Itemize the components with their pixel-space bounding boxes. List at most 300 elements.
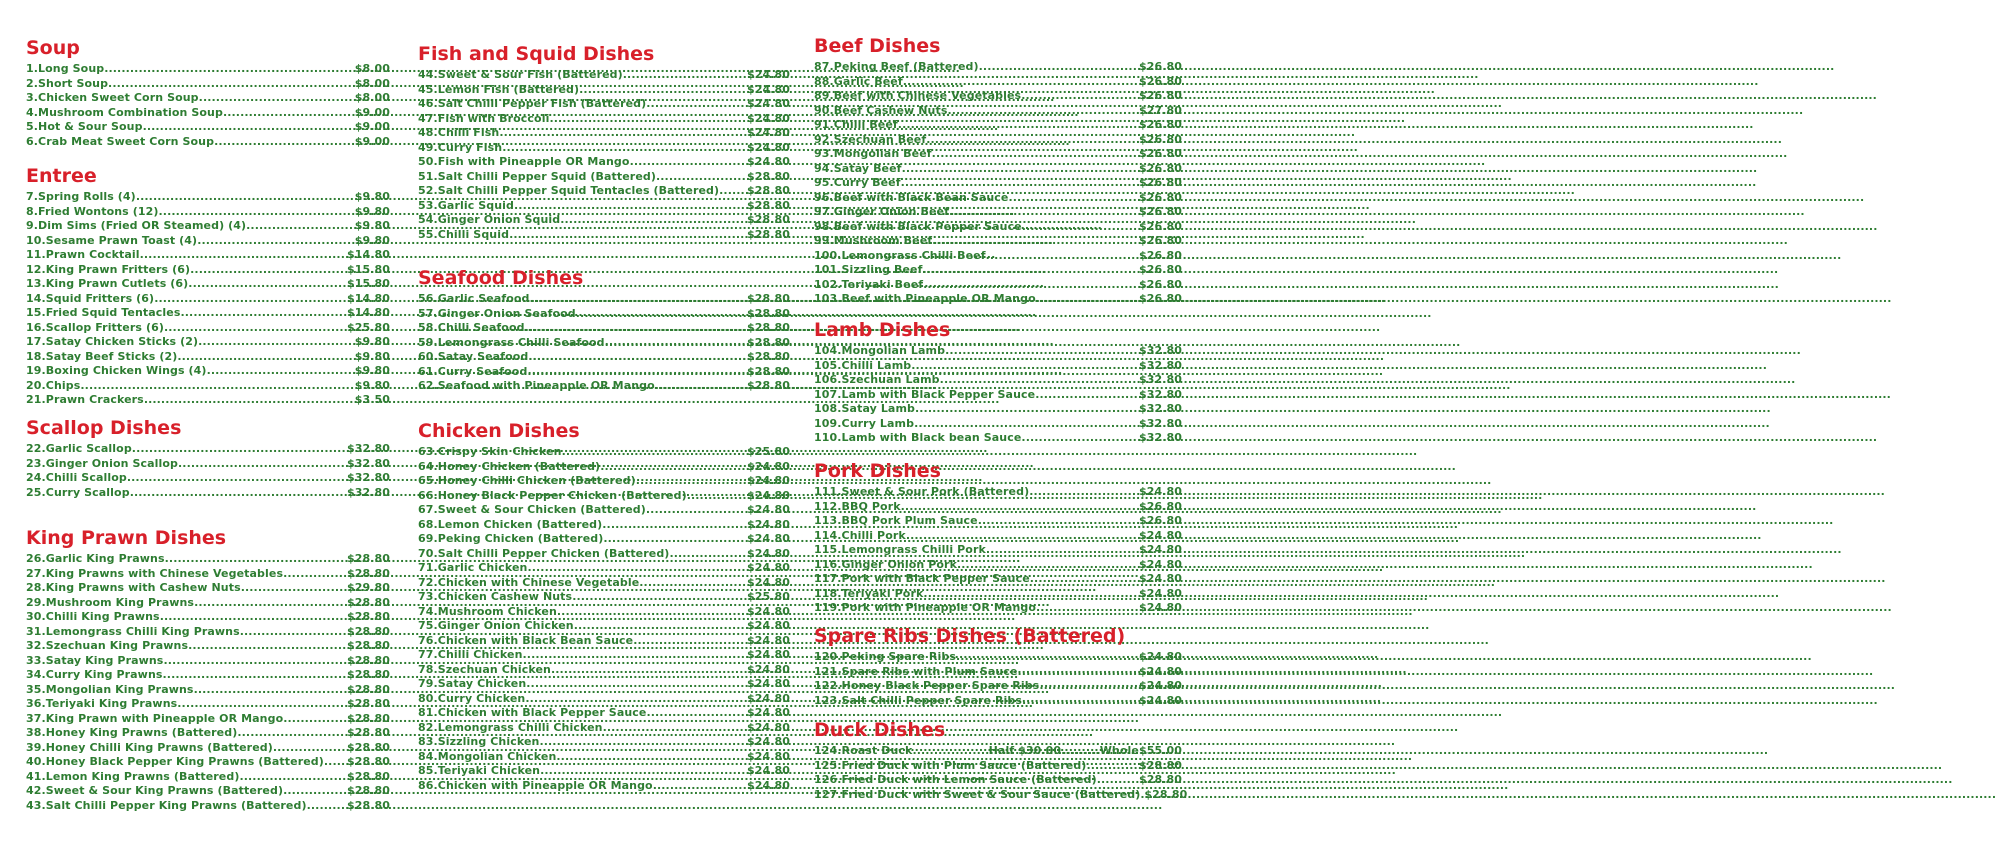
menu-item xyxy=(418,663,790,678)
menu-item-price: $26.80 xyxy=(1138,60,1182,73)
menu-item xyxy=(26,234,390,249)
dot-leader xyxy=(283,784,347,799)
menu-item-price: $24.80 xyxy=(746,735,790,748)
menu-item-price: $26.80 xyxy=(1138,132,1182,146)
menu-item-price: $24.80 xyxy=(746,82,790,96)
menu-item-list xyxy=(26,62,390,149)
menu-item-price: $28.80 xyxy=(346,711,390,725)
dot-leader xyxy=(986,543,1139,558)
menu-item xyxy=(26,668,390,683)
menu-item xyxy=(418,605,790,620)
menu-item-price: $28.80 xyxy=(746,169,790,183)
dot-leader xyxy=(923,587,1139,602)
dot-leader xyxy=(1021,431,1139,446)
dot-leader xyxy=(1039,679,1139,694)
menu-item xyxy=(26,596,390,611)
menu-item-name: 82.Lemongrass Chilli Chicken xyxy=(418,720,603,734)
menu-item xyxy=(814,373,1182,388)
menu-item-name: 12.King Prawn Fritters (6) xyxy=(26,262,191,276)
menu-item-price: $14.80 xyxy=(346,248,390,261)
menu-item-price: $28.80 xyxy=(746,184,790,197)
dot-leader xyxy=(530,292,747,307)
section-heading: Soup xyxy=(26,37,80,59)
menu-item-name: 67.Sweet & Sour Chicken (Battered) xyxy=(418,503,646,516)
menu-item xyxy=(26,321,390,336)
dot-leader xyxy=(154,292,347,307)
menu-item-name: 100.Lemongrass Chilli Beef xyxy=(814,248,986,262)
menu-item-price: $25.80 xyxy=(346,320,390,334)
menu-item-name: 61.Curry Seafood xyxy=(418,364,528,378)
menu-item-price: $9.80 xyxy=(354,335,390,348)
menu-item-name: 73.Chicken Cashew Nuts xyxy=(418,590,573,603)
menu-item-price: $24.80 xyxy=(1138,572,1182,585)
menu-item-price: $26.80 xyxy=(1138,277,1182,291)
menu-item xyxy=(26,263,390,278)
menu-item xyxy=(418,292,790,307)
menu-item-price: $26.80 xyxy=(1138,263,1182,276)
menu-item-price: $24.80 xyxy=(1138,485,1182,498)
menu-item-price: $24.80 xyxy=(746,662,790,676)
menu-item xyxy=(814,679,1182,694)
dot-leader xyxy=(528,350,747,365)
menu-item-name: 20.Chips xyxy=(26,378,81,392)
menu-item xyxy=(26,393,390,408)
dot-leader xyxy=(502,141,747,156)
dot-leader xyxy=(108,77,355,92)
menu-item xyxy=(814,787,1188,803)
menu-item xyxy=(814,89,1182,104)
menu-item-name: 2.Short Soup xyxy=(26,76,109,90)
menu-item-price: $9.80 xyxy=(354,190,390,203)
dot-leader xyxy=(130,486,347,501)
menu-item xyxy=(418,126,790,141)
menu-item-price: $24.80 xyxy=(746,720,790,734)
menu-item-list xyxy=(814,485,1182,616)
dot-leader xyxy=(273,741,347,756)
menu-item-name: 7.Spring Rolls (4) xyxy=(26,190,136,203)
menu-item-name: 76.Chicken with Black Bean Sauce xyxy=(418,633,634,647)
menu-item-price: $24.80 xyxy=(746,764,790,777)
dot-leader xyxy=(539,735,746,750)
menu-item-price: $9.00 xyxy=(354,134,390,148)
menu-item xyxy=(814,75,1182,90)
dot-leader xyxy=(104,62,354,77)
menu-item-name: 35.Mongolian King Prawns xyxy=(26,682,194,696)
dot-leader xyxy=(901,500,1139,515)
dot-leader xyxy=(177,697,347,712)
menu-item-price: $32.80 xyxy=(1138,373,1182,386)
menu-item-name: 54.Ginger Onion Squid xyxy=(418,213,561,226)
menu-item-price: $28.80 xyxy=(746,213,790,226)
dot-leader xyxy=(1030,572,1139,587)
section-heading: Pork Dishes xyxy=(814,460,941,482)
menu-item-name: 84.Mongolian Chicken xyxy=(418,749,557,763)
menu-item-name: 55.Chilli Squid xyxy=(418,227,510,241)
menu-item-price: $26.80 xyxy=(1138,219,1182,233)
menu-item-list xyxy=(26,552,390,813)
dot-leader xyxy=(926,133,1139,148)
dot-leader xyxy=(1035,388,1139,403)
menu-item xyxy=(26,471,390,486)
menu-item-price: $32.80 xyxy=(1138,431,1182,444)
menu-item-price: $32.80 xyxy=(346,485,390,499)
dot-leader xyxy=(514,199,747,214)
menu-item xyxy=(814,147,1182,162)
menu-item-name: 4.Mushroom Combination Soup xyxy=(26,105,223,119)
menu-item xyxy=(814,417,1182,432)
menu-item-name: 107.Lamb with Black Pepper Sauce xyxy=(814,387,1036,401)
dot-leader xyxy=(949,205,1139,220)
menu-item-price: $26.80 xyxy=(1138,190,1182,204)
menu-item-price: $24.80 xyxy=(746,778,790,792)
menu-item-price: $32.80 xyxy=(346,442,390,455)
dot-leader xyxy=(241,581,347,596)
menu-item-price: $24.80 xyxy=(1138,543,1182,556)
menu-item xyxy=(418,547,790,562)
section-entree xyxy=(26,164,390,408)
menu-item-price: $28.80 xyxy=(1138,773,1182,786)
dot-leader xyxy=(1029,485,1139,500)
dot-leader xyxy=(127,471,347,486)
menu-item-name: 43.Salt Chilli Pepper King Prawns (Battered) xyxy=(26,798,307,812)
menu-item xyxy=(418,141,790,156)
dot-leader xyxy=(1036,292,1139,307)
menu-item xyxy=(814,514,1182,529)
dot-leader xyxy=(979,60,1139,75)
menu-item-name: 127.Fried Duck with Sweet & Sour Sauce (Battered) xyxy=(814,787,1141,801)
menu-item xyxy=(814,205,1182,220)
menu-item-price: $32.80 xyxy=(1138,402,1182,415)
menu-item-price: $28.80 xyxy=(346,769,390,783)
menu-item-list xyxy=(418,292,790,394)
menu-item-name: 79.Satay Chicken xyxy=(418,677,527,690)
menu-item-name: 108.Satay Lamb xyxy=(814,402,915,415)
menu-item-name: 106.Szechuan Lamb xyxy=(814,373,940,386)
dot-leader xyxy=(956,650,1139,665)
menu-item-name: 13.King Prawn Cutlets (6) xyxy=(26,277,189,290)
menu-item xyxy=(26,755,390,770)
menu-item-name: 24.Chilli Scallop xyxy=(26,471,127,484)
menu-item-list xyxy=(814,744,1188,802)
dot-leader xyxy=(307,799,347,814)
dot-leader xyxy=(164,321,347,336)
dot-leader xyxy=(898,118,1139,133)
menu-item-name: 121.Spare Ribs with Plum Sauce xyxy=(814,664,1018,678)
menu-item-price: $24.80 xyxy=(746,503,790,516)
menu-item-name: 109.Curry Lamb xyxy=(814,416,915,430)
menu-item-price: $28.80 xyxy=(746,364,790,378)
menu-item xyxy=(814,191,1182,206)
menu-item xyxy=(418,184,790,199)
menu-item-name: 53.Garlic Squid xyxy=(418,198,515,212)
menu-item xyxy=(26,457,390,472)
menu-item xyxy=(26,248,390,263)
menu-item-price: $8.00 xyxy=(354,62,390,75)
menu-item-name: 86.Chicken with Pineapple OR Mango xyxy=(418,778,653,792)
menu-item-price: $24.80 xyxy=(746,749,790,763)
menu-item-price: $24.80 xyxy=(746,691,790,705)
menu-item-name: 18.Satay Beef Sticks (2) xyxy=(26,349,178,363)
menu-item xyxy=(418,677,790,692)
menu-item-list xyxy=(814,60,1182,307)
menu-item xyxy=(814,529,1182,544)
menu-item xyxy=(418,561,790,576)
menu-item-name: 28.King Prawns with Cashew Nuts xyxy=(26,581,241,594)
menu-item xyxy=(814,162,1182,177)
menu-item xyxy=(814,744,1182,759)
dot-leader xyxy=(143,120,355,135)
menu-item xyxy=(814,773,1182,788)
menu-item-price: $28.80 xyxy=(346,798,390,812)
menu-item-list xyxy=(814,344,1182,446)
dot-leader xyxy=(80,379,354,394)
menu-item-price: $24.80 xyxy=(746,619,790,632)
menu-item-name: 38.Honey King Prawns (Battered) xyxy=(26,726,238,739)
dot-leader xyxy=(207,364,355,379)
dot-leader xyxy=(646,97,747,112)
menu-item xyxy=(26,120,390,135)
dot-leader xyxy=(194,683,347,698)
menu-item xyxy=(418,350,790,365)
dot-leader xyxy=(160,610,347,625)
section-scallop-dishes xyxy=(26,416,390,500)
menu-item-list xyxy=(418,68,790,242)
menu-item-name: 21.Prawn Crackers xyxy=(26,393,144,406)
menu-item-name: 105.Chilli Lamb xyxy=(814,358,912,372)
dot-leader xyxy=(549,112,747,127)
menu-item-name: 71.Garlic Chicken xyxy=(418,561,528,574)
dot-leader xyxy=(509,228,747,243)
menu-item xyxy=(26,379,390,394)
menu-item-price: $32.80 xyxy=(1138,387,1182,401)
section-king-prawn-dishes xyxy=(26,526,390,813)
dot-leader xyxy=(572,590,747,605)
menu-item-price: $28.80 xyxy=(746,379,790,392)
dot-leader xyxy=(165,552,347,567)
dot-leader xyxy=(283,567,347,582)
menu-item-price: $26.80 xyxy=(1138,89,1182,102)
menu-item-price: $32.80 xyxy=(1138,344,1182,357)
menu-item-name: 30.Chilli King Prawns xyxy=(26,610,160,623)
menu-item-name: 27.King Prawns with Chinese Vegetables xyxy=(26,566,284,580)
menu-item-name: 123.Salt Chilli Pepper Spare Ribs xyxy=(814,693,1023,707)
menu-item-price: $24.80 xyxy=(1138,664,1182,678)
section-heading: King Prawn Dishes xyxy=(26,527,227,549)
dot-leader xyxy=(240,625,347,640)
menu-item-name: 44.Sweet & Sour Fish (Battered) xyxy=(418,68,623,81)
menu-item xyxy=(26,697,390,712)
section-heading: Chicken Dishes xyxy=(418,420,580,442)
dot-leader xyxy=(246,219,355,234)
menu-item-name: 14.Squid Fritters (6) xyxy=(26,291,155,305)
menu-item-name: 112.BBQ Pork xyxy=(814,499,901,513)
menu-item xyxy=(26,77,390,92)
menu-item-name: 40.Honey Black Pepper King Prawns (Battered) xyxy=(26,755,324,768)
menu-item-price: $28.80 xyxy=(746,198,790,212)
menu-item-name: 42.Sweet & Sour King Prawns (Battered) xyxy=(26,784,284,797)
menu-item-name: 37.King Prawn with Pineapple OR Mango xyxy=(26,711,284,725)
dot-leader xyxy=(630,155,747,170)
menu-item-price: $15.80 xyxy=(346,277,390,290)
menu-item-name: 60.Satay Seafood xyxy=(418,350,529,363)
menu-item xyxy=(418,365,790,380)
dot-leader xyxy=(1097,773,1139,788)
menu-item-name: 124.Roast Duck xyxy=(814,744,913,757)
menu-item xyxy=(26,567,390,582)
menu-item-name: 83.Sizzling Chicken xyxy=(418,735,540,748)
menu-item-price: $9.00 xyxy=(354,105,390,119)
dot-leader xyxy=(324,755,347,770)
menu-item-name: 80.Curry Chicken xyxy=(418,691,526,705)
menu-item-price: $24.80 xyxy=(746,459,790,473)
dot-leader xyxy=(527,561,746,576)
dot-leader xyxy=(283,712,347,727)
menu-item-price: $24.80 xyxy=(1138,601,1182,614)
menu-item xyxy=(418,307,790,322)
menu-item-name: 34.Curry King Prawns xyxy=(26,668,163,681)
menu-item-price: $28.80 xyxy=(746,321,790,334)
dot-leader xyxy=(188,639,347,654)
menu-item-name: 98.Beef with Black Pepper Sauce xyxy=(814,219,1022,233)
menu-item xyxy=(26,205,390,220)
dot-leader xyxy=(602,518,747,533)
menu-item xyxy=(418,721,790,736)
dot-leader xyxy=(932,147,1139,162)
menu-item-price: $32.80 xyxy=(1138,416,1182,430)
dot-leader xyxy=(557,605,747,620)
dot-leader xyxy=(655,379,747,394)
dot-leader xyxy=(132,442,347,457)
dot-leader xyxy=(653,779,747,794)
menu-item xyxy=(26,190,390,205)
menu-item-name: 41.Lemon King Prawns (Battered) xyxy=(26,769,240,783)
dot-leader xyxy=(499,126,747,141)
section-heading: Lamb Dishes xyxy=(814,319,951,341)
menu-item-price: $26.80 xyxy=(1138,176,1182,189)
dot-leader xyxy=(603,532,747,547)
menu-item xyxy=(418,97,790,112)
dot-leader xyxy=(687,489,747,504)
menu-item xyxy=(418,590,790,605)
menu-item-list xyxy=(26,190,390,408)
dot-leader xyxy=(556,750,747,765)
menu-item-price: $24.80 xyxy=(1138,528,1182,542)
menu-item xyxy=(26,219,390,234)
menu-item-name: 90.Beef Cashew Nuts xyxy=(814,103,948,117)
menu-item xyxy=(26,306,390,321)
menu-item-name: 120.Peking Spare Ribs xyxy=(814,650,956,663)
menu-item-price: $24.80 xyxy=(1138,650,1182,663)
menu-item-name: 93.Mongolian Beef xyxy=(814,147,932,160)
menu-item-name: 39.Honey Chilli King Prawns (Battered) xyxy=(26,740,273,754)
section-soup xyxy=(26,36,390,149)
menu-item xyxy=(418,619,790,634)
menu-item-name: 66.Honey Black Pepper Chicken (Battered) xyxy=(418,488,687,502)
menu-item xyxy=(814,485,1182,500)
section-heading: Beef Dishes xyxy=(814,35,941,57)
menu-item-price: $24.80 xyxy=(746,532,790,545)
menu-item-price: $8.00 xyxy=(354,76,390,90)
menu-item-price: $28.80 xyxy=(346,740,390,754)
menu-item xyxy=(814,234,1182,249)
menu-item-list xyxy=(26,442,390,500)
dot-leader xyxy=(646,503,747,518)
dot-leader xyxy=(190,263,347,278)
menu-item-name: 102.Teriyaki Beef xyxy=(814,277,924,291)
menu-item xyxy=(418,336,790,351)
menu-item-price: $24.80 xyxy=(1138,586,1182,600)
menu-item xyxy=(418,445,790,460)
menu-item xyxy=(26,639,390,654)
dot-leader xyxy=(144,393,355,408)
menu-item xyxy=(814,292,1182,307)
menu-item xyxy=(418,228,790,243)
dot-leader xyxy=(526,677,747,692)
section-chicken-dishes xyxy=(418,419,790,793)
dot-leader xyxy=(932,234,1139,249)
dot-leader xyxy=(237,726,347,741)
dot-leader xyxy=(1022,694,1139,709)
menu-item-price: $9.80 xyxy=(354,204,390,218)
menu-item-name: 58.Chilli Seafood xyxy=(418,321,525,334)
section-spare-ribs-dishes-battered xyxy=(814,624,1182,708)
menu-item-name: 91.Chilli Beef xyxy=(814,118,898,131)
menu-item xyxy=(418,706,790,721)
menu-item xyxy=(26,726,390,741)
menu-item-name: 95.Curry Beef xyxy=(814,176,901,189)
menu-item-price: $32.80 xyxy=(346,471,390,484)
dot-leader xyxy=(669,547,747,562)
dot-leader xyxy=(562,445,747,460)
menu-item-price: $27.80 xyxy=(1138,103,1182,117)
dot-leader xyxy=(600,460,747,475)
dot-leader xyxy=(223,106,355,121)
dot-leader xyxy=(525,321,747,336)
menu-item-list xyxy=(814,650,1182,708)
menu-item xyxy=(418,648,790,663)
dot-leader xyxy=(639,576,747,591)
dot-leader xyxy=(719,184,747,199)
menu-item xyxy=(418,692,790,707)
menu-item-price: $24.80 xyxy=(746,111,790,125)
menu-item-name: 117.Pork with Black Pepper Sauce xyxy=(814,572,1030,585)
menu-item xyxy=(814,278,1182,293)
dot-leader xyxy=(527,365,747,380)
menu-item-price: $28.80 xyxy=(346,784,390,797)
dot-leader xyxy=(194,596,347,611)
menu-item xyxy=(418,155,790,170)
menu-item-price: $26.80 xyxy=(1138,292,1182,305)
menu-item xyxy=(418,735,790,750)
menu-item-name: 72.Chicken with Chinese Vegetable xyxy=(418,575,640,589)
dot-leader xyxy=(1086,759,1139,774)
menu-item-price: $25.80 xyxy=(746,445,790,458)
menu-item-price: $28.80 xyxy=(346,682,390,696)
dot-leader xyxy=(239,770,346,785)
menu-item-price: $24.80 xyxy=(746,474,790,487)
dot-leader xyxy=(903,75,1139,90)
dot-leader xyxy=(163,668,347,683)
dot-leader xyxy=(198,335,355,350)
menu-item xyxy=(814,587,1182,602)
menu-item xyxy=(418,503,790,518)
menu-item-price: $24.80 xyxy=(746,604,790,618)
menu-item-price: $26.80 xyxy=(1138,234,1182,247)
menu-item xyxy=(26,683,390,698)
dot-leader xyxy=(540,764,747,779)
menu-item-name: 47.Fish with Broccoli xyxy=(418,111,550,125)
menu-item xyxy=(814,500,1182,515)
